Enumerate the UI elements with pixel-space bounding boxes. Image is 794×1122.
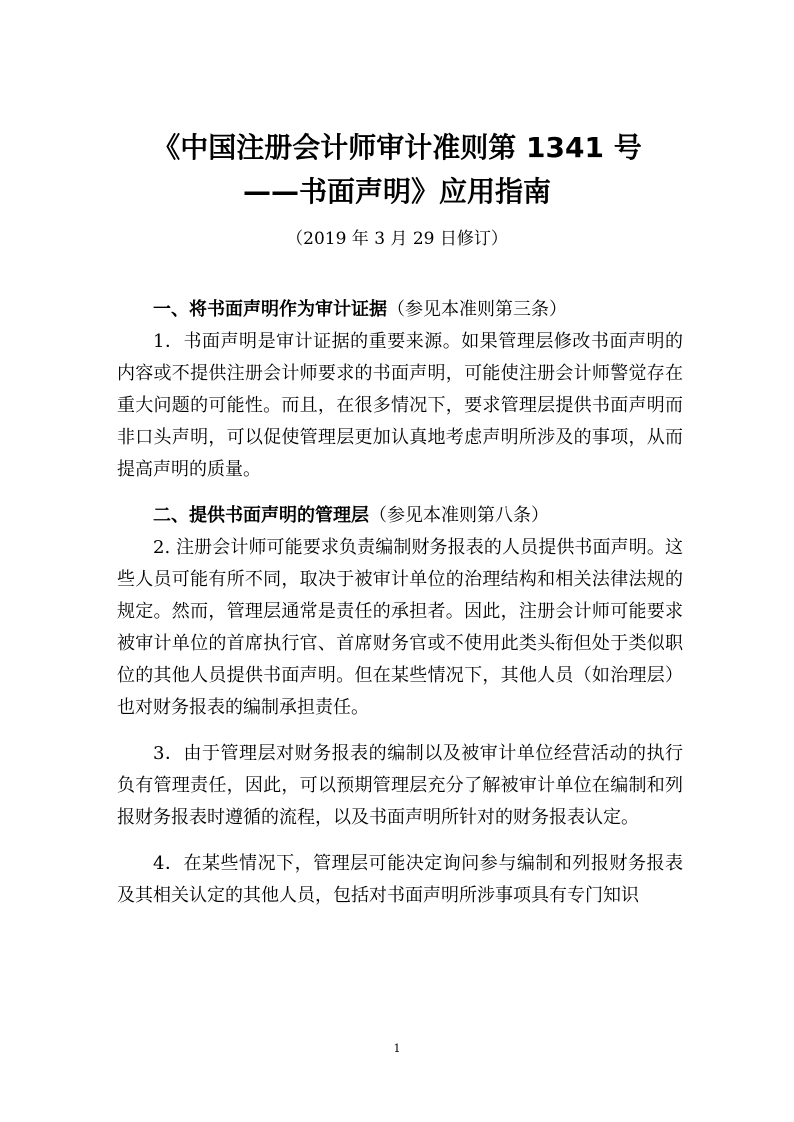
section-2-heading [117,500,683,532]
paragraph-2: 2. 注册会计师可能要求负责编制财务报表的人员提供书面声明。这些人员可能有所不同，取决于被审计单位的治理结构和相关法律法规的规定。然而，管理层通常是责任的承担者。因此，注册会计师可能要求被审计单位的首席执行官、首席财务官或不使用此类头衔但处于类似职位的其他人员提供书面声明。但在某些情况下，其他人员（如治理层）也对财务报表的编制承担责任。 [117,537,683,718]
document-body [117,294,683,912]
section-1-title: 一、将书面声明作为审计证据 [153,299,387,320]
paragraph-3: 3．由于管理层对财务报表的编制以及被审计单位经营活动的执行负有管理责任，因此，可以预期管理层充分了解被审计单位在编制和列报财务报表时遵循的流程，以及书面声明所针对的财务报表认定。 [117,743,683,828]
section-1-heading [117,294,683,326]
document-title-line-2: ——书面声明》应用指南 [242,175,551,208]
section-2-reference: （参见本准则第八条） [369,505,549,526]
paragraph-4: 4．在某些情况下，管理层可能决定询问参与编制和列报财务报表及其相关认定的其他人员，包括对书面声明所涉事项具有专门知识 [117,853,683,906]
section-1-reference: （参见本准则第三条） [387,299,567,320]
paragraph-1: 1．书面声明是审计证据的重要来源。如果管理层修改书面声明的内容或不提供注册会计师要求的书面声明，可能使注册会计师警觉存在重大问题的可能性。而且，在很多情况下，要求管理层提供书面声明而非口头声明，可以促使管理层更加认真地考虑声明所涉及的事项，从而提高声明的质量。 [117,331,683,480]
section-2-title: 二、提供书面声明的管理层 [153,505,369,526]
page-number: 1 [393,1042,401,1055]
document-title-line-1: 《中国注册会计师审计准则第 1341 号 [152,131,642,164]
revision-date: （2019 年 3 月 29 日修订） [286,229,508,249]
